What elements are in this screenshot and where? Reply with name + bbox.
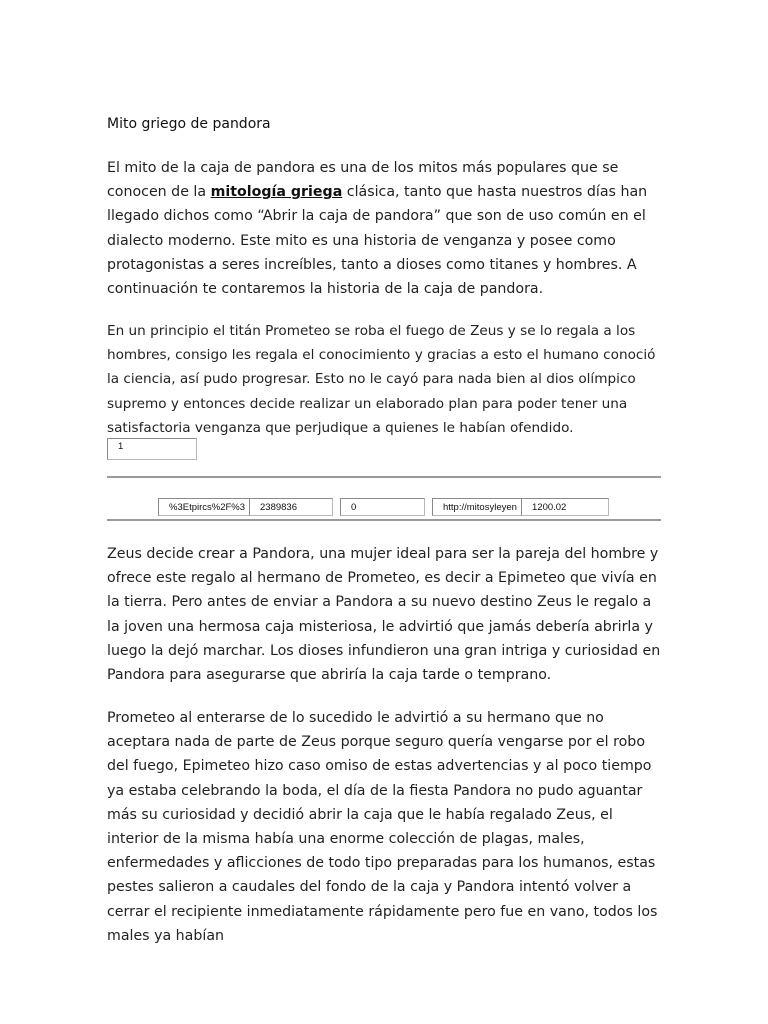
form-field-1[interactable]: 1 — [107, 438, 197, 460]
form-field-5[interactable]: http://mitosyleyen — [432, 498, 522, 516]
paragraph-1 — [107, 156, 667, 301]
paragraph-3: Zeus decide crear a Pandora, una mujer ideal para ser la pareja del hombre y ofrece este regalo al hermano de Prometeo, es decir a Epimeteo que vivía en la tierra. Pero antes de enviar a Pandora a su nuevo destino Zeus le regalo a la joven una hermosa caja misteriosa, le advirtió que jamás debería abrirla y luego la dejó marchar. Los dioses infundieron una gran intriga y curiosidad en Pandora para asegurarse que abriría la caja tarde o temprano. — [107, 546, 661, 684]
paragraph-1-rest: clásica, tanto que hasta nuestros días han llegado dichos como “Abrir la caja de pandora” que son de uso común en el dialecto moderno. Este mito es una historia de venganza y posee como protagonistas a seres increíbles, tanto a dioses como titanes y hombres. A continuación te contaremos la historia de la caja de pandora. — [107, 184, 648, 298]
form-field-6[interactable]: 1200.02 — [521, 498, 609, 516]
page-title: Mito griego de pandora — [107, 116, 271, 132]
paragraph-1-intro: El mito de la caja de pandora es una de los mitos más populares que se conocen de la — [107, 160, 619, 201]
divider-top — [107, 476, 661, 478]
divider-bottom — [107, 519, 661, 521]
mitologia-griega-link[interactable]: mitología griega — [210, 184, 343, 201]
form-field-4[interactable]: 0 — [340, 498, 425, 516]
form-field-2[interactable]: %3Etpircs%2F%3 — [158, 498, 250, 516]
form-field-3[interactable]: 2389836 — [249, 498, 333, 516]
paragraph-4: Prometeo al enterarse de lo sucedido le advirtió a su hermano que no aceptara nada de parte de Zeus porque seguro quería vengarse por el robo del fuego, Epimeteo hizo caso omiso de estas advertencias y al poco tiempo ya estaba celebrando la boda, el día de la fiesta Pandora no pudo aguantar más su curiosidad y decidió abrir la caja que le había regalado Zeus, el interior de la misma había una enorme colección de plagas, males, enfermedades y aflicciones de todo tipo preparadas para los humanos, estas pestes salieron a caudales del fondo de la caja y Pandora intentó volver a cerrar el recipiente inmediatamente rápidamente pero fue en vano, todos los males ya habían — [107, 710, 658, 944]
paragraph-2: En un principio el titán Prometeo se roba el fuego de Zeus y se lo regala a los hombres, consigo les regala el conocimiento y gracias a esto el humano conoció la ciencia, así pudo progresar. Esto no le cayó para nada bien al dios olímpico supremo y entonces decide realizar un elaborado plan para poder tener una satisfactoria venganza que perjudique a quienes le habían ofendido. — [107, 323, 656, 436]
